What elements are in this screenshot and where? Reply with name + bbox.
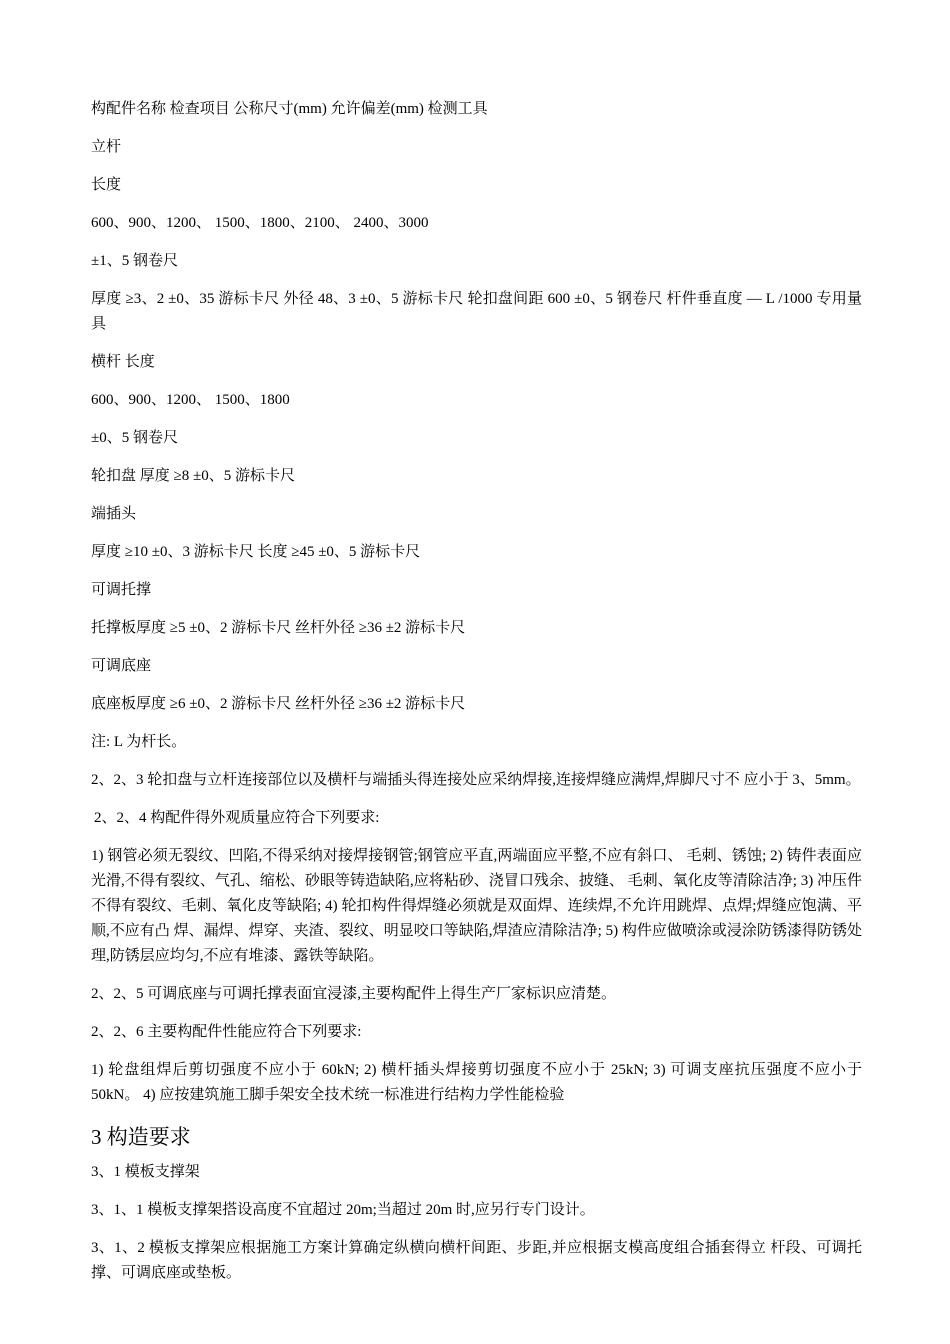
table-cell-upright-pole: 立杆 — [91, 139, 122, 155]
table-cell-wheel-disc: 轮扣盘 厚度 ≥8 ±0、5 游标卡尺 — [91, 468, 295, 484]
clause-2-2-4-items: 1) 钢管必须无裂纹、凹陷,不得采纳对接焊接钢管;钢管应平直,两端面应平整,不应有斜口、 毛刺、锈蚀; 2) 铸件表面应光滑,不得有裂纹、气孔、缩松、砂眼等铸造缺陷,应将粘砂、浇冒口残余、披缝、 毛刺、氧化皮等清除洁净; 3) 冲压件不得有裂纹、毛刺、氧化皮等缺陷; 4) 轮扣构件得焊缝必须就是双面焊、连续焊,不允许用跳焊、点焊;焊缝应饱满、平顺,不应有凸 焊、漏焊、焊穿、夹渣、裂纹、明显咬口等缺陷,焊渣应清除洁净; 5) 构件应做喷涂或浸涂防锈漆得防锈处理,防锈层应均匀,不应有堆漆、露铁等缺陷。 — [91, 848, 862, 964]
clause-3-1-1: 3、1、1 模板支撑架搭设高度不宜超过 20m;当超过 20m 时,应另行专门设计。 — [91, 1202, 595, 1218]
table-cell-support-details: 托撑板厚度 ≥5 ±0、2 游标卡尺 丝杆外径 ≥36 ±2 游标卡尺 — [91, 620, 466, 636]
table-cell-crossbar-lengths: 600、900、1200、 1500、1800 — [91, 392, 290, 408]
table-cell-upright-tolerance: ±1、5 钢卷尺 — [91, 253, 178, 269]
table-cell-crossbar-tolerance: ±0、5 钢卷尺 — [91, 430, 178, 446]
table-cell-crossbar: 横杆 长度 — [91, 354, 155, 370]
table-note: 注: L 为杆长。 — [91, 734, 187, 750]
clause-3-1-2: 3、1、2 模板支撑架应根据施工方案计算确定纵横向横杆间距、步距,并应根据支模高度组合插套得立 杆段、可调托撑、可调底座或垫板。 — [91, 1240, 862, 1281]
table-cell-adjustable-support: 可调托撑 — [91, 582, 152, 598]
clause-2-2-4: 2、2、4 构配件得外观质量应符合下列要求: — [94, 810, 380, 826]
clause-2-2-6-items: 1) 轮盘组焊后剪切强度不应小于 60kN; 2) 横杆插头焊接剪切强度不应小于 25kN; 3) 可调支座抗压强度不应小于 50kN。 4) 应按建筑施工脚手架安全技术统一标准进行结构力学性能检验 — [91, 1062, 862, 1103]
table-cell-adjustable-base: 可调底座 — [91, 658, 152, 674]
clause-2-2-6: 2、2、6 主要构配件性能应符合下列要求: — [91, 1024, 362, 1040]
section-heading: 3 构造要求 — [91, 1125, 191, 1149]
clause-2-2-5: 2、2、5 可调底座与可调托撑表面宜浸漆,主要构配件上得生产厂家标识应清楚。 — [91, 986, 617, 1002]
table-cell-upright-details: 厚度 ≥3、2 ±0、35 游标卡尺 外径 48、3 ±0、5 游标卡尺 轮扣盘间距 600 ±0、5 钢卷尺 杆件垂直度 — L /1000 专用量具 — [91, 291, 862, 332]
clause-2-2-3: 2、2、3 轮扣盘与立杆连接部位以及横杆与端插头得连接处应采纳焊接,连接焊缝应满焊,焊脚尺寸不 应小于 3、5mm。 — [91, 772, 861, 788]
table-cell-end-plug-details: 厚度 ≥10 ±0、3 游标卡尺 长度 ≥45 ±0、5 游标卡尺 — [91, 544, 421, 560]
table-cell-length: 长度 — [91, 177, 122, 193]
table-cell-upright-lengths: 600、900、1200、 1500、1800、2100、 2400、3000 — [91, 215, 429, 231]
table-cell-end-plug: 端插头 — [91, 506, 137, 522]
table-cell-base-details: 底座板厚度 ≥6 ±0、2 游标卡尺 丝杆外径 ≥36 ±2 游标卡尺 — [91, 696, 466, 712]
clause-3-1: 3、1 模板支撑架 — [91, 1164, 200, 1180]
table-header-row: 构配件名称 检查项目 公称尺寸(mm) 允许偏差(mm) 检测工具 — [91, 101, 488, 117]
